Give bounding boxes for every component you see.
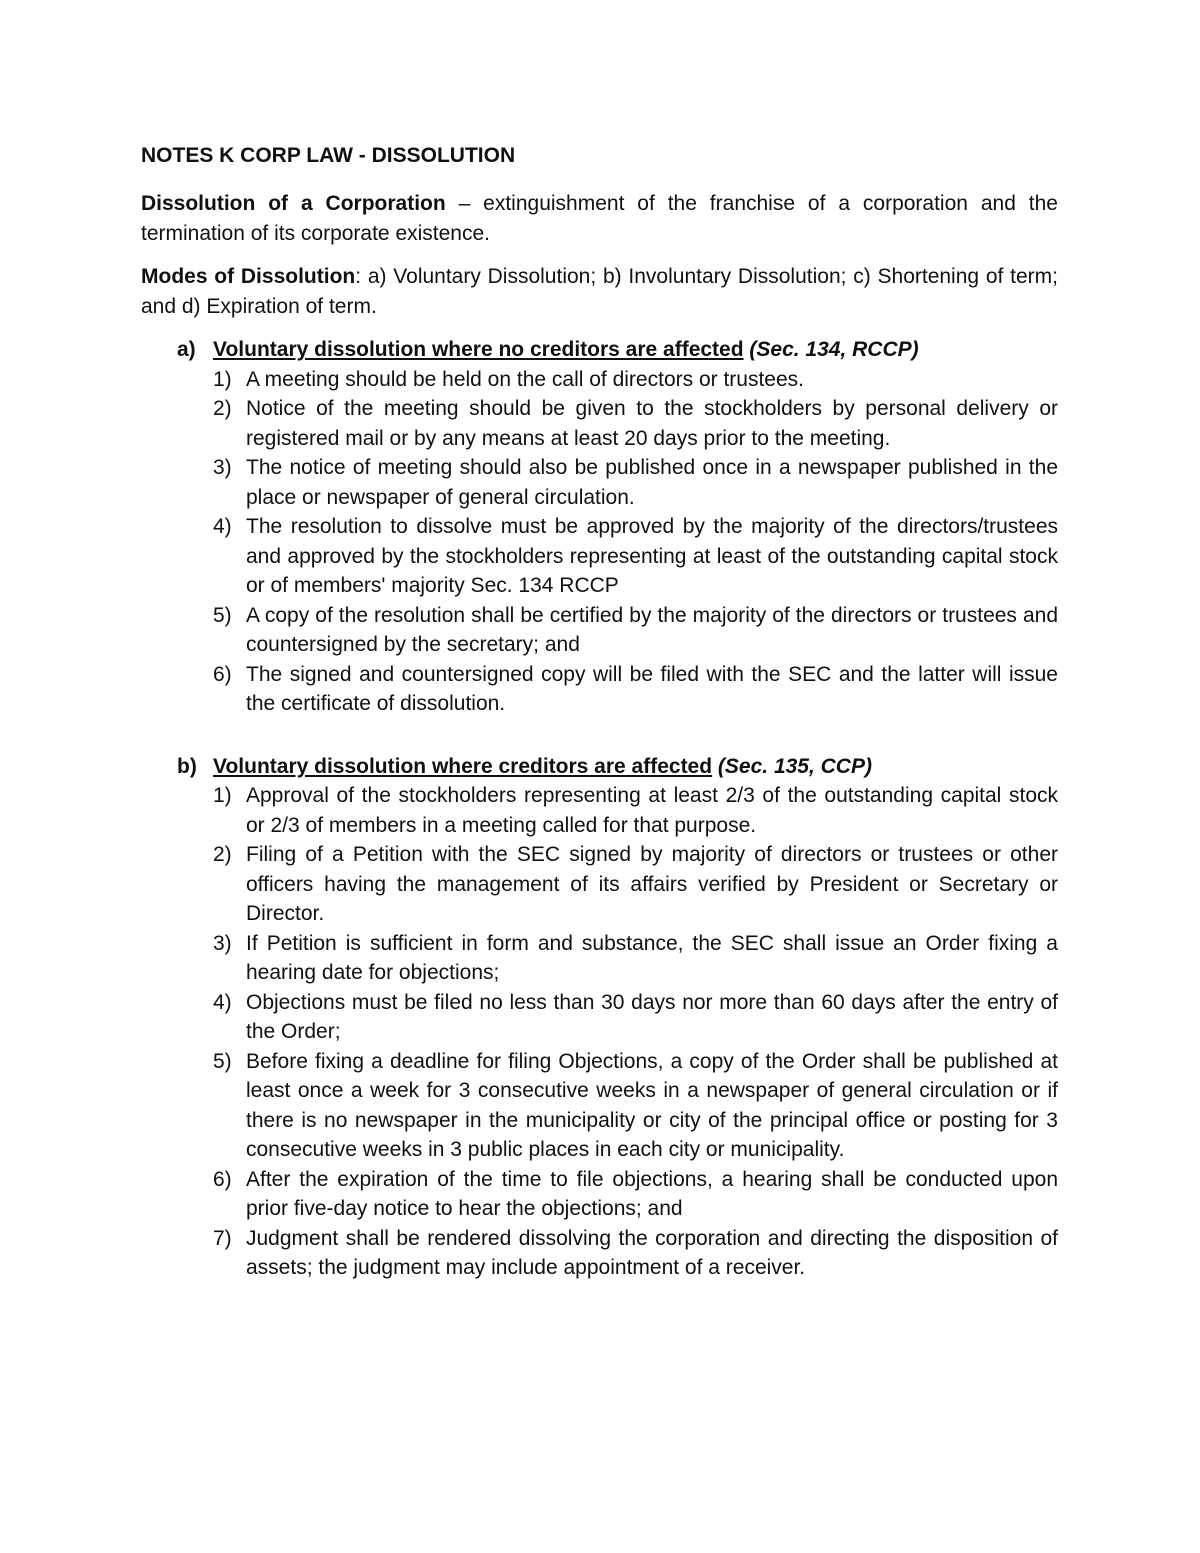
- item-number: 1): [213, 367, 232, 391]
- modes-term: Modes of Dissolution: [141, 265, 356, 288]
- item-number: 4): [213, 515, 232, 538]
- item-text: After the expiration of the time to file objections, a hearing shall be conducted upon prior five-day notice to hear the objections; and: [246, 1167, 1058, 1220]
- item-number: 3): [213, 456, 232, 479]
- item-number: 3): [213, 931, 232, 955]
- item-number: 4): [213, 990, 232, 1014]
- item-text: Approval of the stockholders representing at least 2/3 of the outstanding capital stock or 2/3 of members in a meeting called for that purpose.: [246, 784, 1058, 837]
- list-item: [141, 929, 1058, 988]
- item-text: Objections must be filed no less than 30 days nor more than 60 days after the entry of the Order;: [246, 990, 1058, 1043]
- section-spacer: [141, 719, 1058, 748]
- list-item: [141, 512, 1058, 601]
- list-item: [141, 365, 1058, 395]
- definition-paragraph: [141, 189, 1058, 248]
- list-item: [141, 660, 1058, 719]
- section-citation: (Sec. 135, CCP): [712, 754, 872, 778]
- item-number: 5): [213, 603, 232, 627]
- item-text: The notice of meeting should also be published once in a newspaper published in the place or newspaper of general circulation.: [246, 456, 1058, 509]
- item-number: 6): [213, 1167, 232, 1191]
- item-number: 2): [213, 397, 232, 420]
- list-item: [141, 601, 1058, 660]
- item-text: Filing of a Petition with the SEC signed by majority of directors or trustees or other officers having the management of its affairs verified by President or Secretary or Director.: [246, 843, 1058, 925]
- list-item: [141, 1047, 1058, 1165]
- section-citation: (Sec. 134, RCCP): [743, 338, 919, 361]
- item-text: A meeting should be held on the call of directors or trustees.: [246, 367, 804, 391]
- item-number: 7): [213, 1226, 232, 1250]
- section-heading-text: Voluntary dissolution where creditors are affected: [213, 754, 713, 778]
- item-text: The resolution to dissolve must be approved by the majority of the directors/trustees and approved by the stockholders representing at least of the outstanding capital stock or of members' majority Sec. 134 RCCP: [246, 515, 1058, 597]
- section-voluntary-with-creditors: [141, 752, 1058, 1283]
- section-letter: a): [177, 338, 196, 361]
- item-text: Before fixing a deadline for filing Objections, a copy of the Order shall be published at least once a week for 3 consecutive weeks in a newspaper of general circulation or if there is no newspaper in the municipality or city of the principal office or posting for 3 consecutive weeks in 3 public places in each city or municipality.: [246, 1049, 1058, 1161]
- list-item: [141, 394, 1058, 453]
- steps-list: [141, 365, 1058, 719]
- item-number: 1): [213, 784, 232, 807]
- section-letter: b): [177, 754, 197, 778]
- definition-term: Dissolution of a Corporation: [141, 192, 446, 215]
- list-item: [141, 1165, 1058, 1224]
- list-item: [141, 781, 1058, 840]
- section-heading-text: Voluntary dissolution where no creditors are affected: [213, 338, 744, 361]
- item-text: The signed and countersigned copy will be filed with the SEC and the latter will issue the certificate of dissolution.: [246, 662, 1058, 715]
- list-item: [141, 1224, 1058, 1283]
- steps-list: [141, 781, 1058, 1283]
- section-voluntary-no-creditors: [141, 335, 1058, 719]
- item-number: 5): [213, 1049, 232, 1073]
- document-page: [141, 139, 1058, 1283]
- section-heading: [141, 752, 1058, 782]
- item-number: 6): [213, 662, 232, 686]
- item-text: A copy of the resolution shall be certified by the majority of the directors or trustees and countersigned by the secretary; and: [246, 603, 1058, 656]
- page-title: NOTES K CORP LAW - DISSOLUTION: [141, 144, 516, 167]
- list-item: [141, 840, 1058, 929]
- modes-paragraph: [141, 262, 1058, 321]
- list-item: [141, 453, 1058, 512]
- list-item: [141, 988, 1058, 1047]
- item-number: 2): [213, 843, 232, 866]
- modes-text: : a) Voluntary Dissolution; b) Involuntary Dissolution; c) Shortening of term; and d) Expiration of term.: [141, 265, 1058, 318]
- item-text: Judgment shall be rendered dissolving the corporation and directing the disposition of assets; the judgment may include appointment of a receiver.: [246, 1226, 1058, 1279]
- definition-text: – extinguishment of the franchise of a corporation and the termination of its corporate existence.: [141, 192, 1058, 245]
- item-text: Notice of the meeting should be given to the stockholders by personal delivery or registered mail or by any means at least 20 days prior to the meeting.: [246, 397, 1058, 450]
- item-text: If Petition is sufficient in form and substance, the SEC shall issue an Order fixing a hearing date for objections;: [246, 931, 1058, 984]
- section-heading: [141, 335, 1058, 365]
